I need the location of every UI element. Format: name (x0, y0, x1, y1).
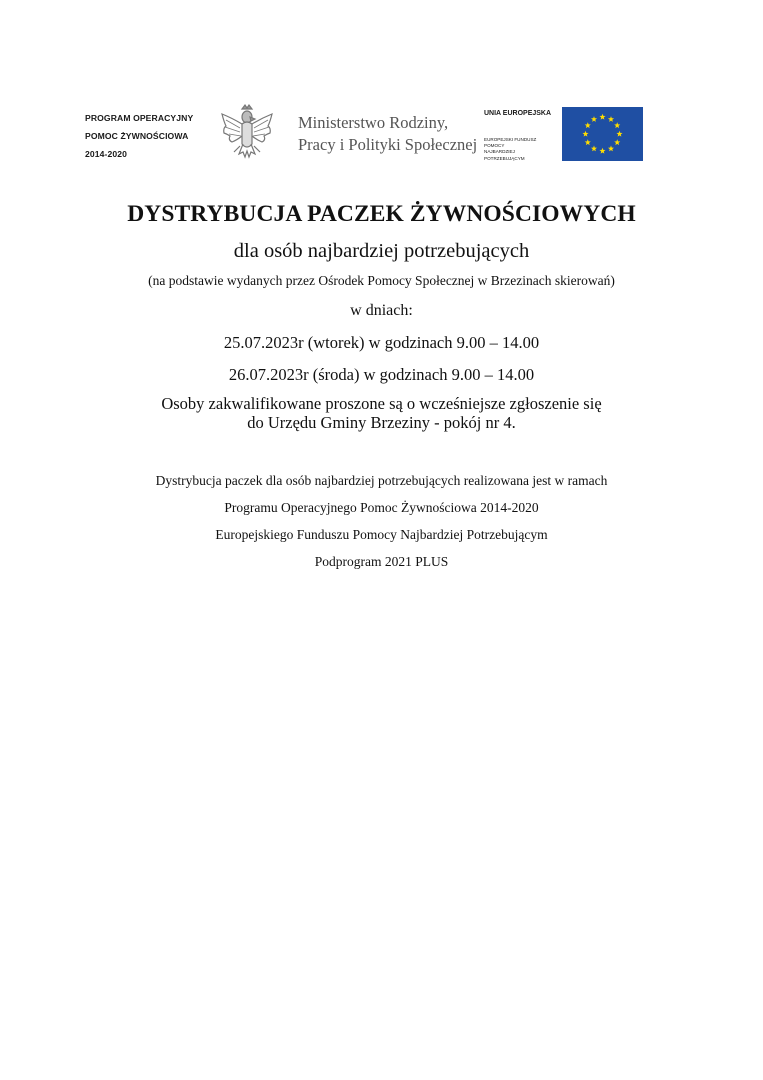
program-info-line: Podprogram 2021 PLUS (314, 554, 449, 569)
ministry-logo-line: Pracy i Polityki Społecznej (298, 135, 478, 154)
announcement-title: DYSTRYBUCJA PACZEK ŻYWNOŚCIOWYCH (127, 201, 636, 227)
program-info-line: Dystrybucja paczek dla osób najbardziej potrzebujących realizowana jest w ramach (155, 473, 608, 488)
eu-fund-line: NAJBARDZIEJ POTRZEBUJĄCYM (484, 149, 525, 161)
announcement (0, 196, 763, 580)
program-logo-line: 2014-2020 (85, 149, 127, 159)
eu-flag-icon (562, 107, 643, 161)
program-logo-line: POMOC ŻYWNOŚCIOWA (85, 131, 189, 141)
referral-basis-note: (na podstawie wydanych przez Ośrodek Pomocy Społecznej w Brzezinach skierowań) (148, 273, 615, 288)
program-info-line: Europejskiego Funduszu Pomocy Najbardziej Potrzebującym (215, 527, 548, 542)
program-info-line: Programu Operacyjnego Pomoc Żywnościowa 2014-2020 (224, 500, 539, 515)
distribution-date-2: 26.07.2023r (środa) w godzinach 9.00 – 14.00 (228, 365, 535, 384)
distribution-date-1: 25.07.2023r (wtorek) w godzinach 9.00 – 14.00 (223, 333, 540, 352)
eu-fund-line: EUROPEJSKI FUNDUSZ POMOCY (484, 137, 537, 149)
logo-header (0, 0, 763, 190)
program-info (0, 472, 763, 571)
program-logo (85, 109, 193, 163)
days-label: w dniach: (350, 302, 413, 319)
notice-line: do Urzędu Gminy Brzeziny - pokój nr 4. (247, 413, 516, 432)
polish-eagle-icon (214, 100, 280, 166)
eu-logo-text (484, 110, 554, 162)
ministry-logo-line: Ministerstwo Rodziny, (298, 113, 449, 132)
registration-notice (0, 394, 763, 432)
notice-line: Osoby zakwalifikowane proszone są o wcześniejsze zgłoszenie się (161, 394, 602, 413)
eu-logo-title: UNIA EUROPEJSKA (484, 110, 552, 117)
ministry-logo (298, 112, 477, 156)
announcement-subtitle: dla osób najbardziej potrzebujących (233, 240, 530, 262)
program-logo-line: PROGRAM OPERACYJNY (85, 113, 194, 123)
